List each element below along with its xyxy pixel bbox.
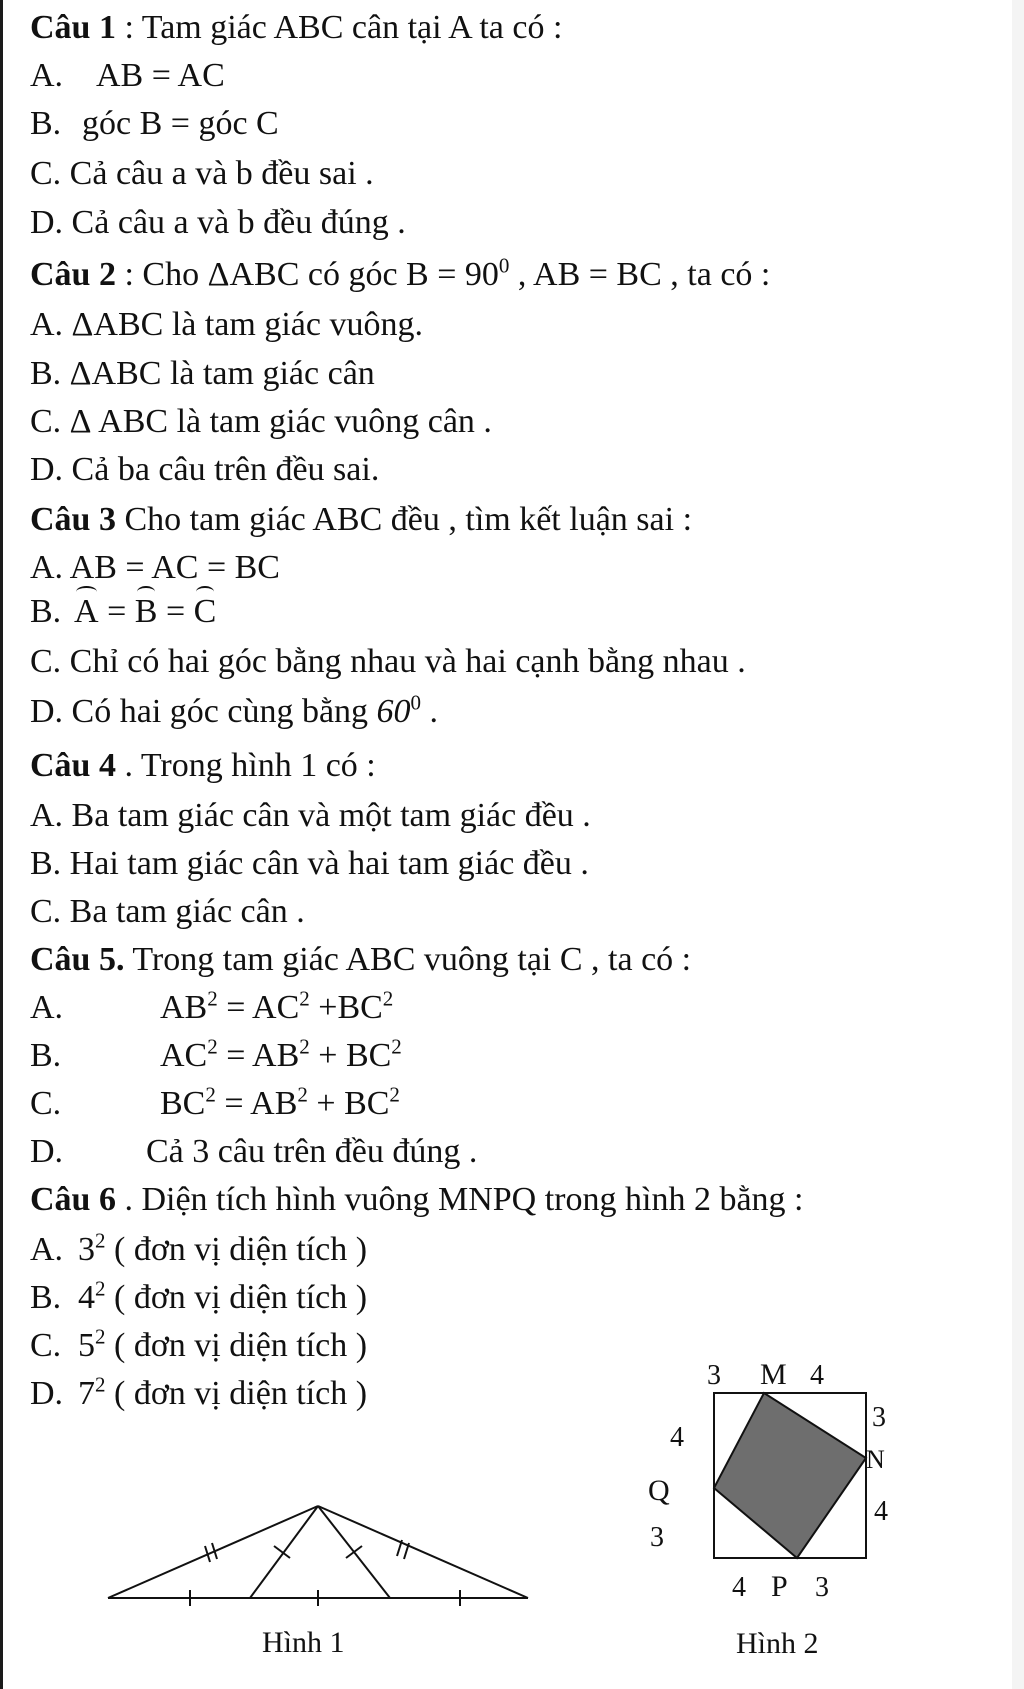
q2-title-text-a: : Cho ΔABC có góc B = 90 xyxy=(115,256,499,293)
q3-angle-a: A xyxy=(74,593,99,630)
q3-option-b-label: B. xyxy=(30,593,62,630)
q6-a-unit: ( đơn vị diện tích ) xyxy=(105,1231,368,1268)
fig2-top-left-num: 3 xyxy=(707,1360,721,1391)
q2-option-b: B. ΔABC là tam giác cân xyxy=(30,355,375,392)
fig2-left-top-num: 4 xyxy=(670,1422,684,1453)
q3-title-bold: Câu 3 xyxy=(30,501,116,538)
q6-a-label: A. xyxy=(30,1231,64,1268)
q3-angle-c: C xyxy=(193,593,217,630)
q6-c-unit: ( đơn vị diện tích ) xyxy=(105,1327,368,1364)
fig1-inner-left xyxy=(250,1506,318,1598)
q6-b-unit: ( đơn vị diện tích ) xyxy=(105,1279,368,1316)
q6-b-label: B. xyxy=(30,1279,62,1316)
q3-option-d-sup: 0 xyxy=(410,690,422,715)
q6-title-bold: Câu 6 xyxy=(30,1181,116,1218)
q2-title-sup: 0 xyxy=(498,253,510,278)
fig2-label-m: M xyxy=(760,1358,787,1391)
q3-option-c: C. Chỉ có hai góc bằng nhau và hai cạnh bằng nhau . xyxy=(30,643,746,680)
q1-option-a-label: A. xyxy=(30,57,64,94)
q2-title-bold: Câu 2 xyxy=(30,256,116,293)
fig2-label-q: Q xyxy=(648,1474,670,1507)
q1-option-b-text: góc B = góc C xyxy=(82,105,279,142)
q6-c-sup: 2 xyxy=(95,1324,106,1349)
q4-title-bold: Câu 4 xyxy=(30,747,116,784)
q5-c-sup3: 2 xyxy=(389,1082,400,1107)
q3-angle-b: B xyxy=(134,593,158,630)
q2-option-a: A. ΔABC là tam giác vuông. xyxy=(30,306,423,343)
q5-option-c-label: C. xyxy=(30,1085,62,1122)
q6-d-label: D. xyxy=(30,1375,64,1412)
q6-d-sup: 2 xyxy=(95,1372,106,1397)
q5-a-sup1: 2 xyxy=(207,986,218,1011)
q6-c-base: 5 xyxy=(78,1327,95,1364)
fig1-tick xyxy=(346,1546,362,1558)
q5-title-bold: Câu 5. xyxy=(30,941,125,978)
fig2-right-bottom-num: 4 xyxy=(874,1496,888,1527)
q5-c-sup2: 2 xyxy=(297,1082,308,1107)
q4-option-c: C. Ba tam giác cân . xyxy=(30,893,305,930)
q5-a-term1: AB xyxy=(160,989,208,1026)
q4-option-a: A. Ba tam giác cân và một tam giác đều . xyxy=(30,797,591,834)
q1-title-text: : Tam giác ABC cân tại A ta có : xyxy=(115,9,563,46)
q4-title-text: . Trong hình 1 có : xyxy=(115,747,376,784)
q6-title-text: . Diện tích hình vuông MNPQ trong hình 2 bằng : xyxy=(115,1181,804,1218)
q5-b-sup2: 2 xyxy=(299,1034,310,1059)
q5-b-term3: + BC xyxy=(309,1037,392,1074)
q2-title-text-b: , AB = BC , ta có : xyxy=(509,256,771,293)
q4-option-b: B. Hai tam giác cân và hai tam giác đều . xyxy=(30,845,589,882)
q6-a-base: 3 xyxy=(78,1231,95,1268)
q3-option-a: A. AB = AC = BC xyxy=(30,549,280,586)
fig2-label-n: N xyxy=(866,1445,885,1474)
q5-b-term1: AC xyxy=(160,1037,208,1074)
q5-a-term2: = AC xyxy=(217,989,300,1026)
q5-title-text: Trong tam giác ABC vuông tại C , ta có : xyxy=(124,941,692,978)
q5-a-term3: +BC xyxy=(309,989,383,1026)
fig2-label-p: P xyxy=(771,1570,788,1603)
q5-a-sup2: 2 xyxy=(299,986,310,1011)
q6-a-sup: 2 xyxy=(95,1228,106,1253)
q1-option-d: D. Cả câu a và b đều đúng . xyxy=(30,204,406,241)
q2-option-c: C. Δ ABC là tam giác vuông cân . xyxy=(30,403,492,440)
fig1-left-side xyxy=(108,1506,318,1598)
figure-2-caption: Hình 2 xyxy=(736,1627,819,1660)
q5-option-b-label: B. xyxy=(30,1037,62,1074)
q6-c-label: C. xyxy=(30,1327,62,1364)
figure-1-caption: Hình 1 xyxy=(262,1626,345,1659)
q5-option-d-label: D. xyxy=(30,1133,64,1170)
q5-option-d-text: Cả 3 câu trên đều đúng . xyxy=(146,1133,478,1170)
q5-c-sup1: 2 xyxy=(205,1082,216,1107)
q6-d-base: 7 xyxy=(78,1375,95,1412)
fig1-right-side xyxy=(318,1506,528,1598)
q5-b-sup3: 2 xyxy=(391,1034,402,1059)
fig2-right-top-num: 3 xyxy=(872,1402,886,1433)
q3-option-d-text: D. Có hai góc cùng bằng xyxy=(30,693,377,730)
q3-title-text: Cho tam giác ABC đều , tìm kết luận sai : xyxy=(115,501,693,538)
q5-a-sup3: 2 xyxy=(382,986,394,1011)
figure-2 xyxy=(648,1358,888,1660)
fig2-bottom-left-num: 4 xyxy=(732,1572,746,1603)
q5-b-term2: = AB xyxy=(217,1037,300,1074)
fig2-left-bottom-num: 3 xyxy=(650,1522,664,1553)
q5-b-sup1: 2 xyxy=(207,1034,218,1059)
q5-c-term2: = AB xyxy=(215,1085,298,1122)
q6-b-base: 4 xyxy=(78,1279,95,1316)
q5-c-term1: BC xyxy=(160,1085,206,1122)
q1-option-b-label: B. xyxy=(30,105,62,142)
q1-option-a-text: AB = AC xyxy=(96,57,225,94)
q3-option-d-end: . xyxy=(421,693,439,730)
fig2-inner-square xyxy=(714,1393,866,1558)
q3-eq-1: = xyxy=(98,593,135,630)
q6-d-unit: ( đơn vị diện tích ) xyxy=(105,1375,368,1412)
q1-option-c: C. Cả câu a và b đều sai . xyxy=(30,155,374,192)
q5-c-term3: + BC xyxy=(307,1085,390,1122)
q6-b-sup: 2 xyxy=(95,1276,106,1301)
fig2-bottom-right-num: 3 xyxy=(815,1572,829,1603)
q5-option-a-label: A. xyxy=(30,989,64,1026)
q3-option-d-num: 60 xyxy=(376,693,411,730)
q1-title-bold: Câu 1 xyxy=(30,9,116,46)
fig2-top-right-num: 4 xyxy=(810,1360,824,1391)
q3-eq-2: = xyxy=(157,593,194,630)
figure-1-lines xyxy=(108,1506,528,1606)
q2-option-d: D. Cả ba câu trên đều sai. xyxy=(30,451,380,488)
